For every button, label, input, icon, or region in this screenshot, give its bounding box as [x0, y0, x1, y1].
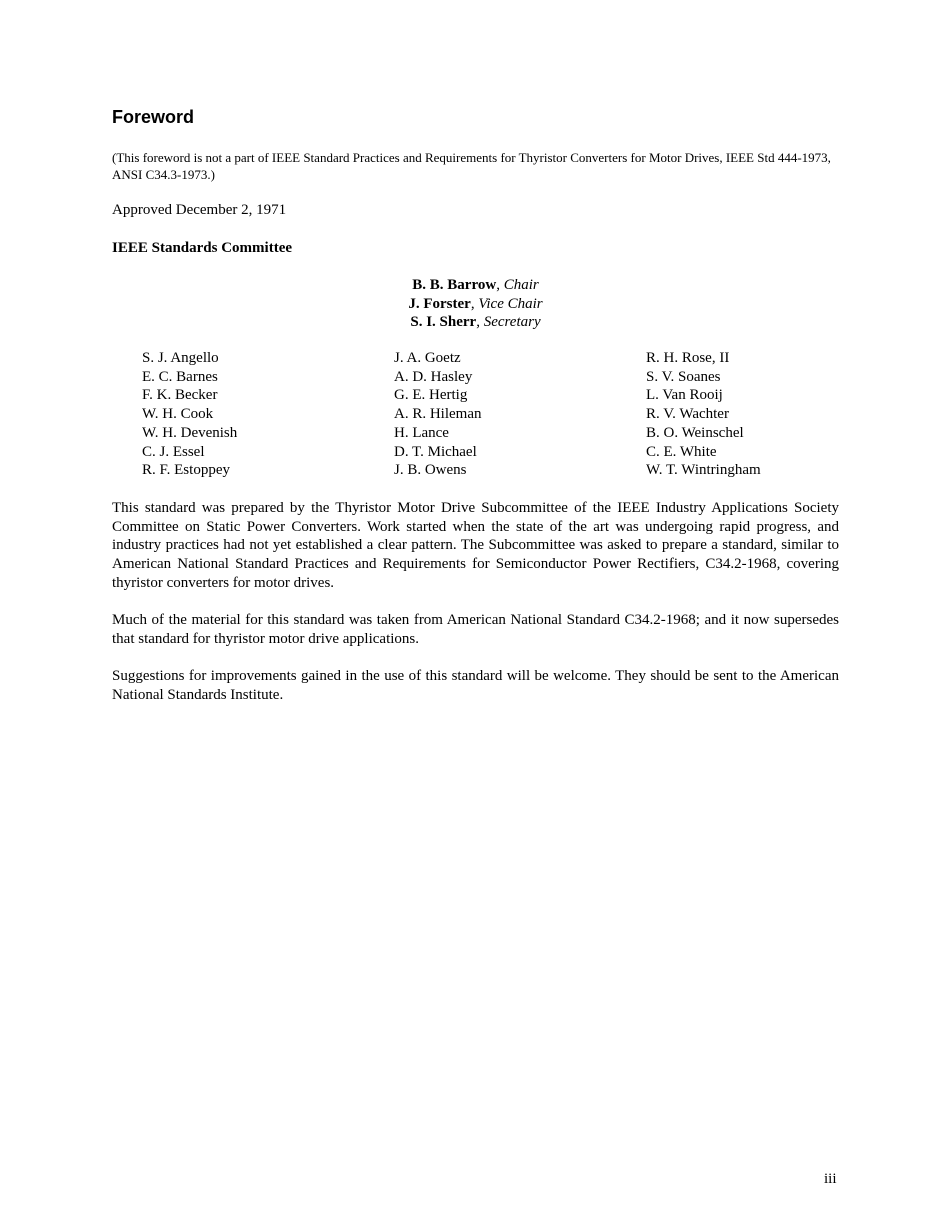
member-name: A. R. Hileman: [394, 406, 482, 423]
committee-title: IEEE Standards Committee: [112, 240, 293, 256]
officer-name: B. B. Barrow: [412, 277, 497, 293]
member-name: E. C. Barnes: [142, 368, 218, 385]
member-name: R. H. Rose, II: [646, 350, 730, 366]
member-name: A. D. Hasley: [394, 368, 473, 385]
page-number: iii: [824, 1171, 837, 1187]
page-title: Foreword: [112, 107, 195, 127]
body-paragraph: Much of the material for this standard was taken from American National Standard C34.2-1968; and it now supersedes that standard for thyristor motor drive applications.: [112, 612, 839, 647]
body-paragraph: Suggestions for improvements gained in the use of this standard will be welcome. They should be sent to the American National Standards Institute.: [112, 668, 839, 703]
officer-separator: ,: [470, 295, 479, 312]
member-name: C. E. White: [646, 443, 717, 460]
member-name: R. V. Wachter: [646, 406, 729, 423]
foreword-note: (This foreword is not a part of IEEE Standard Practices and Requirements for Thyristor Converters for Motor Drives, IEEE Std 444-1973, ANSI C34.3-1973.): [112, 150, 831, 182]
officer-separator: ,: [496, 277, 504, 293]
members-column-3: [646, 349, 761, 480]
member-name: W. T. Wintringham: [646, 462, 761, 479]
body-paragraph: This standard was prepared by the Thyristor Motor Drive Subcommittee of the IEEE Industry Applications Society Committee on Static Power Converters. Work started when the state of the art was undergoing rapid progress, and industry practices had not yet established a clear pattern. The Subcommittee was asked to prepare a standard, similar to American National Standard Practices and Requirements for Semiconductor Power Rectifiers, C34.2-1968, covering thyristor converters for motor drives.: [112, 500, 839, 591]
officer-name: J. Forster: [408, 295, 471, 312]
member-name: S. V. Soanes: [646, 368, 721, 385]
officer-name: S. I. Sherr: [410, 314, 477, 331]
member-name: G. E. Hertig: [394, 387, 468, 404]
member-name: S. J. Angello: [142, 350, 219, 366]
member-name: W. H. Devenish: [142, 424, 238, 441]
member-name: C. J. Essel: [142, 443, 205, 460]
officer-separator: ,: [476, 314, 484, 331]
member-name: D. T. Michael: [394, 443, 477, 460]
member-name: J. A. Goetz: [394, 350, 461, 366]
officer-role: Chair: [503, 277, 539, 293]
members-column-2: [394, 349, 482, 480]
approval-date: Approved December 2, 1971: [112, 202, 287, 218]
member-name: F. K. Becker: [142, 387, 218, 404]
member-name: W. H. Cook: [142, 406, 214, 423]
officer-role: Vice Chair: [478, 295, 543, 312]
officer-role: Secretary: [483, 314, 541, 331]
officer-secretary: [112, 313, 839, 332]
member-name: J. B. Owens: [394, 462, 467, 479]
member-name: B. O. Weinschel: [646, 424, 744, 441]
member-name: R. F. Estoppey: [142, 462, 230, 479]
officer-chair: [112, 276, 839, 295]
officer-vice-chair: [112, 295, 839, 314]
member-name: H. Lance: [394, 424, 449, 441]
officers-list: [112, 276, 839, 332]
member-name: L. Van Rooij: [646, 387, 723, 404]
members-column-1: [142, 349, 237, 480]
